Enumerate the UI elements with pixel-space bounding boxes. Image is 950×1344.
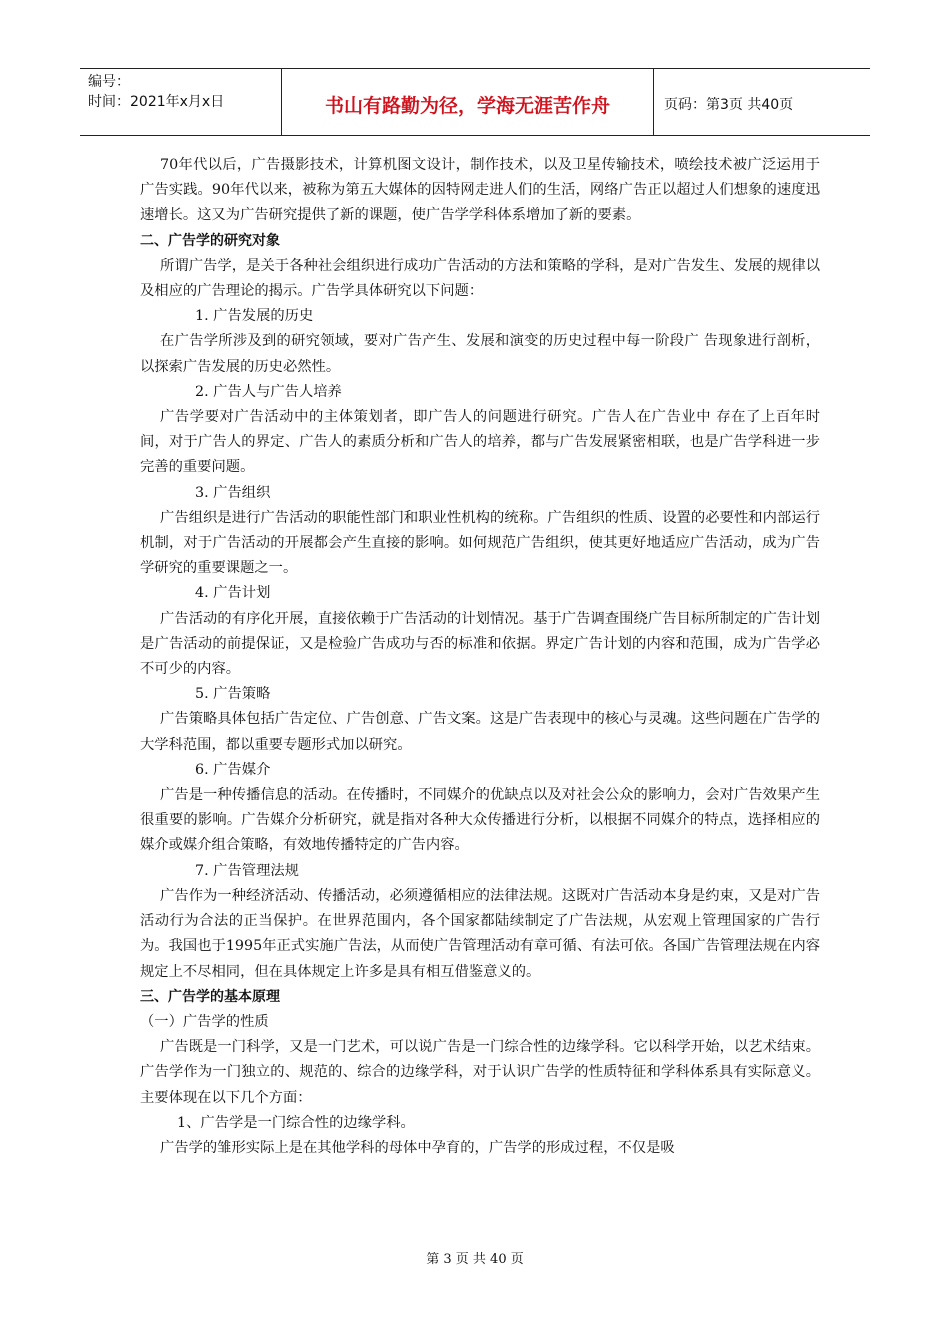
body-paragraph: 70年代以后，广告摄影技术，计算机图文设计，制作技术，以及卫星传输技术，喷绘技术被广泛运用于广告实践。90年代以来，被称为第五大媒体的因特网走进人们的生活，网络广告正以超过人们想象的速度迅速增长。这又为广告研究提供了新的课题，使广告学学科体系增加了新的要素。 xyxy=(140,157,820,224)
header-meta xyxy=(80,69,282,135)
section-heading: 二、广告学的研究对象 xyxy=(140,232,280,249)
page-header xyxy=(80,68,870,136)
page-footer: 第 3 页 共 40 页 xyxy=(426,1252,524,1267)
header-page-info: 页码：第3页 共40页 xyxy=(664,97,794,113)
document-body xyxy=(140,153,820,1161)
numbered-item-title: 1. 广告发展的历史 xyxy=(195,308,314,325)
numbered-item-title: 6. 广告媒介 xyxy=(195,761,271,778)
header-motto: 书山有路勤为径，学海无涯苦作舟 xyxy=(282,69,654,135)
numbered-item-title: 3. 广告组织 xyxy=(195,484,271,501)
body-paragraph: 广告策略具体包括广告定位、广告创意、广告文案。这是广告表现中的核心与灵魂。这些问题在广告学的大学科范围，都以重要专题形式加以研究。 xyxy=(140,711,820,753)
document-number-label: 编号： xyxy=(88,74,130,90)
section-heading: 三、广告学的基本原理 xyxy=(140,988,280,1005)
body-paragraph: 在广告学所涉及到的研究领域，要对广告产生、发展和演变的历史过程中每一阶段广 告现象进行剖析，以探索广告发展的历史必然性。 xyxy=(140,333,820,375)
body-paragraph: 所谓广告学，是关于各种社会组织进行成功广告活动的方法和策略的学科，是对广告发生、发展的规律以及相应的广告理论的揭示。广告学具体研究以下问题： xyxy=(140,257,820,300)
numbered-item-title: 1、广告学是一门综合性的边缘学科。 xyxy=(177,1114,415,1131)
subsection-heading: （一）广告学的性质 xyxy=(140,1013,269,1030)
numbered-item-title: 7. 广告管理法规 xyxy=(195,862,299,879)
body-paragraph: 广告活动的有序化开展，直接依赖于广告活动的计划情况。基于广告调查围绕广告目标所制定的广告计划是广告活动的前提保证，又是检验广告成功与否的标准和依据。界定广告计划的内容和范围，成为广告学必不可少的内容。 xyxy=(140,610,820,678)
body-paragraph: 广告作为一种经济活动、传播活动，必须遵循相应的法律法规。这既对广告活动本身是约束，又是对广告活动行为合法的正当保护。在世界范围内，各个国家都陆续制定了广告法规，从宏观上管理国家的广告行为。我国也于1995年正式实施广告法，从而使广告管理活动有章可循、有法可依。各国广告管理法规在内容规定上不尽相同，但在具体规定上许多是具有相互借鉴意义的。 xyxy=(140,887,820,980)
body-paragraph: 广告组织是进行广告活动的职能性部门和职业性机构的统称。广告组织的性质、设置的必要性和内部运行机制，对于广告活动的开展都会产生直接的影响。如何规范广告组织，使其更好地适应广告活动，成为广告学研究的重要课题之一。 xyxy=(140,509,820,577)
numbered-item-title: 2. 广告人与广告人培养 xyxy=(195,383,342,400)
document-date: 时间：2021年x月x日 xyxy=(88,94,225,110)
body-paragraph: 广告既是一门科学，又是一门艺术，可以说广告是一门综合性的边缘学科。它以科学开始，以艺术结束。广告学作为一门独立的、规范的、综合的边缘学科，对于认识广告学的性质特征和学科体系具有实际意义。主要体现在以下几个方面： xyxy=(140,1039,820,1106)
body-paragraph: 广告是一种传播信息的活动。在传播时，不同媒介的优缺点以及对社会公众的影响力，会对广告效果产生很重要的影响。广告媒介分析研究，就是指对各种大众传播进行分析，以根据不同媒介的特点，选择相应的媒介或媒介组合策略，有效地传播特定的广告内容。 xyxy=(140,787,820,854)
numbered-item-title: 4. 广告计划 xyxy=(195,585,271,602)
body-paragraph: 广告学要对广告活动中的主体策划者，即广告人的问题进行研究。广告人在广告业中 存在了上百年时间，对于广告人的界定、广告人的素质分析和广告人的培养，都与广告发展紧密相联，也是广告学科进一步完善的重要问题。 xyxy=(140,409,820,476)
body-paragraph: 广告学的雏形实际上是在其他学科的母体中孕育的，广告学的形成过程，不仅是吸 xyxy=(160,1139,675,1156)
numbered-item-title: 5. 广告策略 xyxy=(195,686,271,703)
